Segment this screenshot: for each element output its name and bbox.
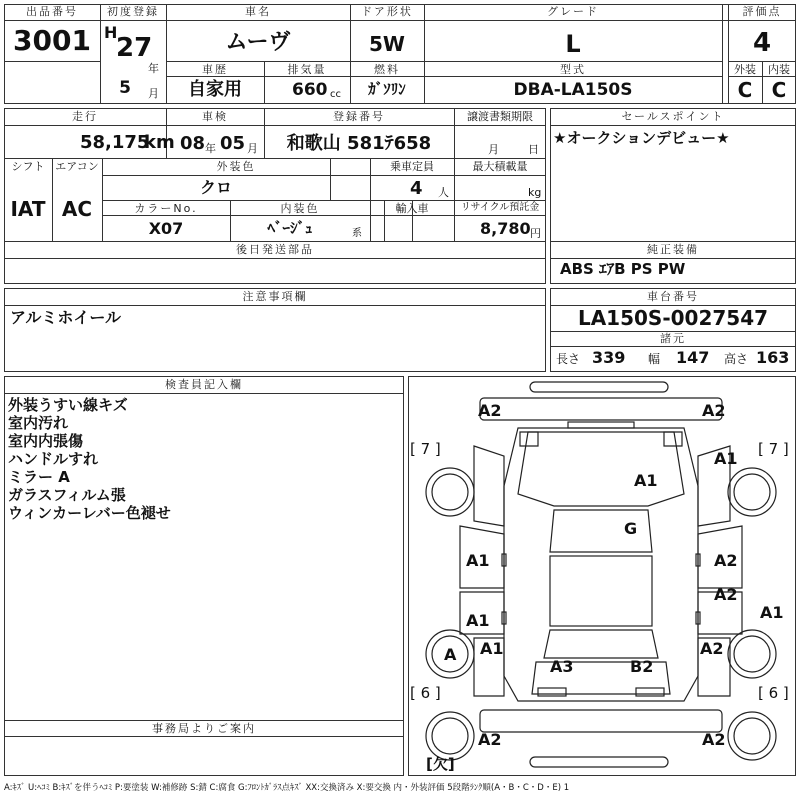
air-conditioner: AC	[61, 197, 93, 221]
mark-a2-rear-right: A2	[702, 730, 726, 749]
caution-label: 注意事項欄	[242, 290, 308, 303]
mark-a2-right-rear: A2	[700, 639, 724, 658]
door-label: ドア形状	[361, 5, 413, 18]
ext-label: 外装	[734, 63, 756, 76]
int-label: 内装	[768, 63, 790, 76]
recycle-unit: 円	[530, 227, 541, 240]
mark-a1-hood: A1	[634, 471, 658, 490]
lot-number: 3001	[13, 24, 91, 57]
mark-g-windshield: G	[624, 519, 638, 538]
body-color: クロ	[199, 178, 232, 197]
fuel: ｶﾞｿﾘﾝ	[368, 80, 406, 98]
int-color-label: 内装色	[280, 202, 320, 215]
reg-month: 5	[119, 78, 131, 98]
office-label: 事務局よりご案内	[152, 722, 256, 735]
chassis-label: 車台番号	[647, 290, 699, 303]
tire-depth-rear-right: [ 6 ]	[758, 684, 789, 702]
height-label: 高さ	[724, 352, 749, 366]
mark-a1-front-fender: A1	[714, 449, 738, 468]
list-item: ハンドルすれ	[8, 450, 99, 468]
tire-depth-rear-left: [ 6 ]	[410, 684, 441, 702]
mark-a1-left-front-door: A1	[466, 551, 490, 570]
spare-missing: [欠]	[426, 755, 455, 773]
later-parts-label: 後日発送部品	[236, 243, 314, 256]
load-label: 最大積載量	[472, 160, 528, 173]
tire-depth-front-left: [ 7 ]	[410, 440, 441, 458]
int-color: ﾍﾞｰｼﾞｭ	[267, 219, 313, 237]
list-item: 室内汚れ	[8, 414, 69, 432]
chassis-number: LA150S-0027547	[577, 306, 769, 330]
height: 163	[756, 348, 790, 367]
car-name: ムーヴ	[225, 30, 291, 55]
plate-label: 登録番号	[333, 110, 385, 123]
ext-grade: C	[737, 78, 753, 102]
model-code: DBA-LA150S	[513, 80, 633, 100]
list-item: ウィンカーレバー色褪せ	[8, 504, 171, 522]
mark-a2-right-front-door: A2	[714, 551, 738, 570]
inspect-label: 車検	[202, 110, 228, 123]
displacement: 660	[292, 80, 328, 100]
capacity-label: 乗車定員	[390, 160, 434, 173]
score: 4	[752, 28, 772, 58]
history-label: 車歴	[202, 63, 228, 76]
era: H	[104, 23, 118, 42]
grade: L	[565, 30, 581, 58]
disp-label: 排気量	[287, 63, 327, 76]
import-label: 輸入車	[395, 202, 429, 215]
fuel-label: 燃料	[374, 63, 400, 76]
mark-b2-rear: B2	[630, 657, 654, 676]
history: 自家用	[188, 79, 242, 100]
year-unit: 年	[148, 62, 159, 75]
inspect-month-unit: 月	[247, 142, 258, 155]
mark-a2-rear-left: A2	[478, 730, 502, 749]
ac-label: エアコン	[55, 160, 99, 173]
recycle-label: リサイクル預託金	[460, 202, 540, 213]
inspect-year-unit: 年	[205, 142, 216, 155]
grade-label: グレード	[547, 5, 599, 18]
model-label: 型式	[560, 63, 586, 76]
mark-a2-front-left: A2	[478, 401, 502, 420]
color-number: X07	[148, 219, 184, 238]
capacity: 4	[410, 178, 423, 199]
mark-a3-rear: A3	[550, 657, 574, 676]
door-type: 5W	[369, 32, 405, 56]
list-item: 外装うすい線キズ	[8, 396, 128, 414]
inspect-year: 08	[180, 133, 206, 154]
reg-label: 初度登録	[107, 5, 159, 18]
lot-label: 出品番号	[26, 5, 78, 18]
disp-unit: cc	[330, 89, 341, 100]
mark-a1-left-rear-door: A1	[466, 611, 490, 630]
equipment: ABS ｴｱB PS PW	[560, 260, 686, 278]
car-diagram	[408, 376, 796, 776]
mileage-label: 走行	[72, 110, 98, 123]
score-label: 評価点	[742, 5, 782, 18]
car-name-label: 車名	[245, 5, 271, 18]
mark-a2-right-panel: A2	[714, 585, 738, 604]
load-unit: kg	[528, 186, 542, 199]
length: 339	[592, 348, 626, 367]
mileage: 58,175	[80, 132, 150, 153]
length-label: 長さ	[556, 352, 581, 366]
caution-text: アルミホイール	[10, 308, 122, 327]
mark-a1-right-side: A1	[760, 603, 784, 622]
inspect-month: 05	[220, 133, 246, 154]
transfer-day: 日	[528, 143, 539, 156]
int-color-unit: 系	[352, 228, 362, 239]
mark-a2-front-right: A2	[702, 401, 726, 420]
reg-year: 27	[116, 33, 153, 63]
int-grade: C	[771, 78, 787, 102]
list-item: ガラスフィルム張	[8, 486, 126, 504]
transfer-label: 譲渡書類期限	[467, 110, 533, 123]
mark-a1-left-rear: A1	[480, 639, 504, 658]
color-no-label: カラーNo.	[134, 202, 198, 215]
sales-label: セールスポイント	[621, 110, 725, 123]
width: 147	[676, 348, 710, 367]
mark-wheel: A	[444, 645, 457, 664]
list-item: 室内内張傷	[8, 432, 84, 450]
transfer-month: 月	[488, 143, 499, 156]
recycle-fee: 8,780	[480, 219, 531, 238]
shift-label: シフト	[11, 160, 45, 173]
sales-point: ★オークションデビュー★	[553, 129, 730, 147]
inspector-label: 検査員記入欄	[165, 378, 243, 391]
legend: A:ｷｽﾞ U:ﾍｺﾐ B:ｷｽﾞを伴うﾍｺﾐ P:要塗装 W:補修跡 S:錆 C:腐食 G:ﾌﾛﾝﾄｶﾞﾗｽ点ｷｽﾞ XX:交換済み X:要交換 内・外装評価 5段階ﾗﾝｸ順(A・B・C・D・E) 1	[4, 783, 570, 793]
month-unit: 月	[148, 87, 159, 100]
width-label: 幅	[648, 352, 661, 366]
capacity-unit: 人	[438, 186, 449, 199]
mileage-unit: km	[144, 132, 175, 153]
plate-number: 和歌山 581ﾃ658	[286, 133, 432, 154]
list-item: ミラー A	[8, 468, 70, 486]
tire-depth-front-right: [ 7 ]	[758, 440, 789, 458]
color-label: 外装色	[216, 160, 256, 173]
spec-label: 諸元	[660, 332, 686, 345]
equip-label: 純正装備	[647, 243, 699, 256]
shift: IAT	[10, 197, 46, 221]
inspector-list	[8, 396, 171, 522]
